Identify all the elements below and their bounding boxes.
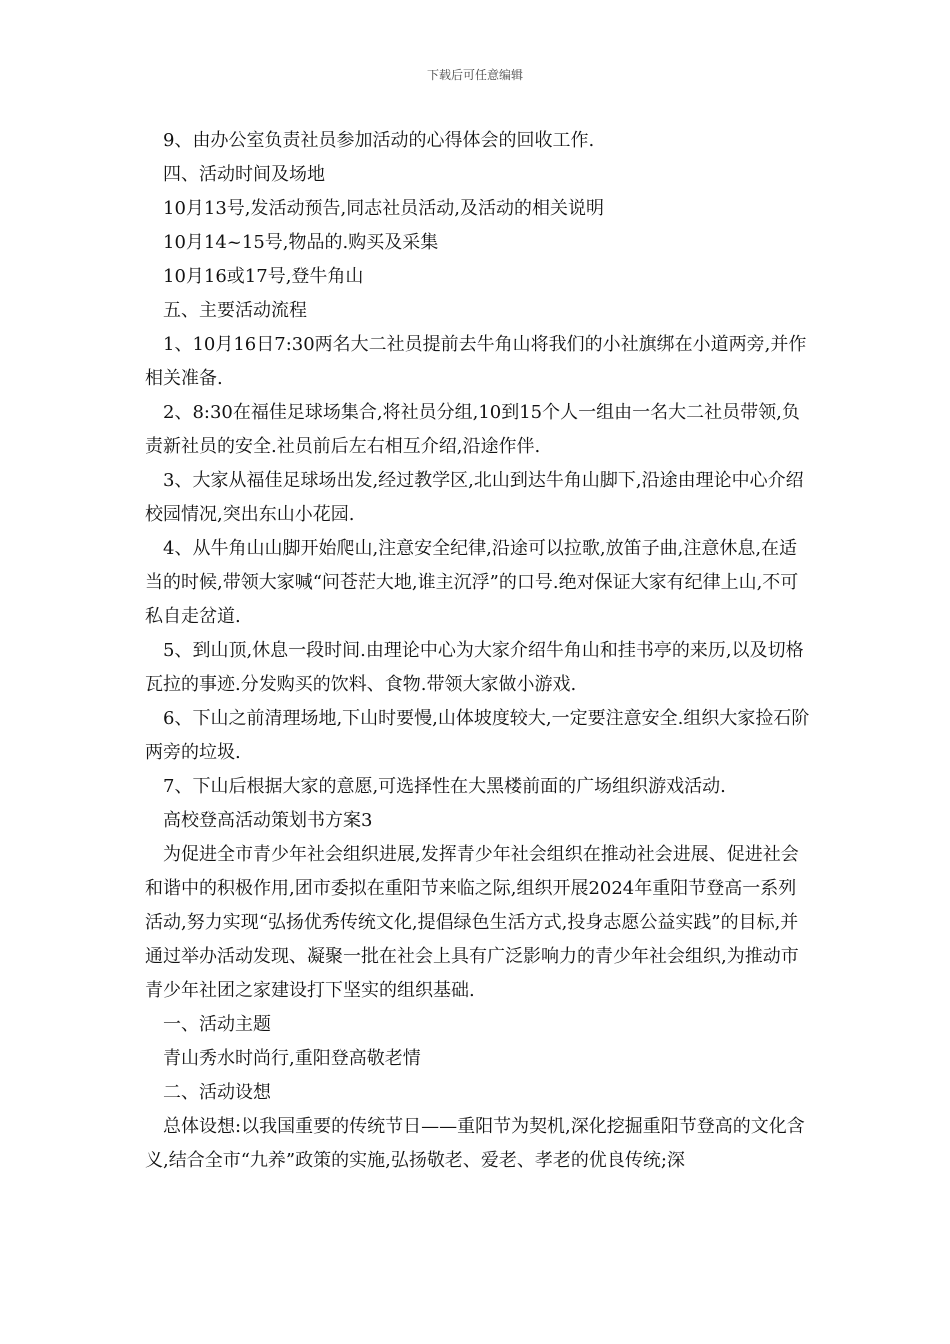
section-heading: 一、活动主题 — [163, 1014, 271, 1035]
paragraph: 2、8:30在福佳足球场集合,将社员分组,10到15个人一组由一名大二社员带领,负责新社员的安全.社员前后左右相互介绍,沿途作伴. — [145, 402, 800, 457]
paragraph: 10月14~15号,物品的.购买及采集 — [163, 232, 439, 253]
paragraph: 5、到山顶,休息一段时间.由理论中心为大家介绍牛角山和挂书亭的来历,以及切格瓦拉的事迹.分发购买的饮料、食物.带领大家做小游戏. — [145, 640, 804, 695]
paragraph: 为促进全市青少年社会组织进展,发挥青少年社会组织在推动社会进展、促进社会和谐中的积极作用,团市委拟在重阳节来临之际,组织开展2024年重阳节登高一系列活动,努力实现“弘扬优秀传统文化,提倡绿色生活方式,投身志愿公益实践”的目标,并通过举办活动发现、凝聚一批在社会上具有广泛影响力的青少年社会组织,为推动市青少年社团之家建设打下坚实的组织基础. — [145, 844, 799, 1001]
section-heading: 二、活动设想 — [163, 1082, 271, 1103]
paragraph: 1、10月16日7:30两名大二社员提前去牛角山将我们的小社旗绑在小道两旁,并作相关准备. — [145, 334, 807, 389]
paragraph: 4、从牛角山山脚开始爬山,注意安全纪律,沿途可以拉歌,放笛子曲,注意休息,在适当的时候,带领大家喊“问苍茫大地,谁主沉浮”的口号.绝对保证大家有纪律上山,不可私自走岔道. — [145, 538, 799, 627]
paragraph: 10月13号,发活动预告,同志社员活动,及活动的相关说明 — [163, 198, 604, 219]
section-heading: 四、活动时间及场地 — [163, 164, 325, 185]
paragraph: 7、下山后根据大家的意愿,可选择性在大黑楼前面的广场组织游戏活动. — [163, 776, 726, 797]
paragraph: 青山秀水时尚行,重阳登高敬老情 — [163, 1048, 421, 1069]
section-heading: 五、主要活动流程 — [163, 300, 307, 321]
paragraph: 6、下山之前清理场地,下山时要慢,山体坡度较大,一定要注意安全.组织大家捡石阶两旁的垃圾. — [145, 708, 810, 763]
paragraph: 总体设想:以我国重要的传统节日——重阳节为契机,深化挖掘重阳节登高的文化含义,结合全市“九养”政策的实施,弘扬敬老、爱老、孝老的优良传统;深 — [145, 1116, 805, 1171]
paragraph: 3、大家从福佳足球场出发,经过教学区,北山到达牛角山脚下,沿途由理论中心介绍校园情况,突出东山小花园. — [145, 470, 804, 525]
paragraph: 10月16或17号,登牛角山 — [163, 266, 364, 287]
document-body — [145, 124, 810, 1178]
paragraph: 9、由办公室负责社员参加活动的心得体会的回收工作. — [163, 130, 595, 151]
header-note: 下载后可任意编辑 — [426, 68, 523, 82]
document-title: 高校登高活动策划书方案3 — [163, 810, 373, 831]
